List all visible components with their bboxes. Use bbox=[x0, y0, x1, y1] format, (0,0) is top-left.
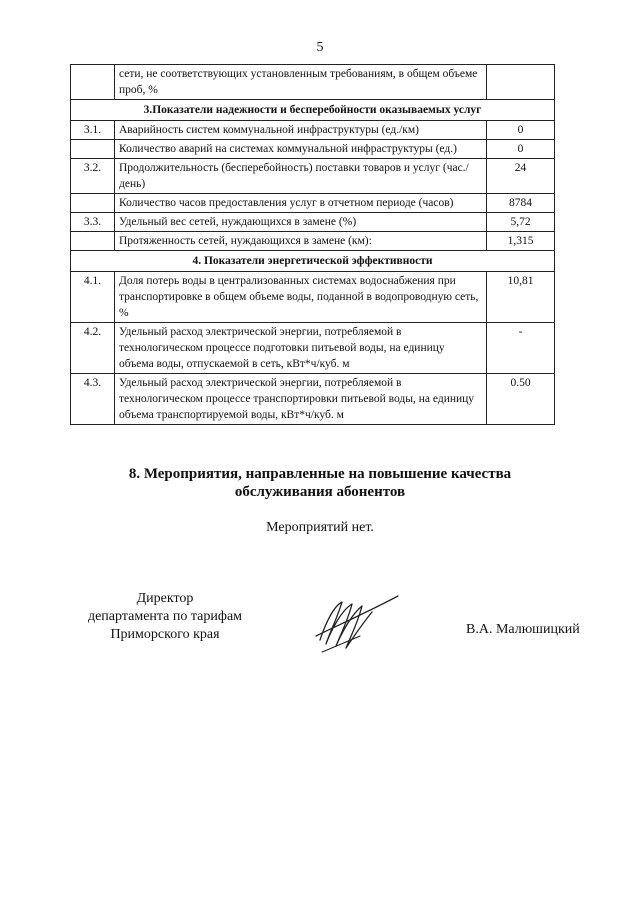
table-row bbox=[71, 194, 555, 213]
row-value: 1,315 bbox=[487, 232, 555, 251]
row-number bbox=[71, 65, 115, 100]
row-number bbox=[71, 140, 115, 159]
table-row bbox=[71, 374, 555, 425]
row-description: Доля потерь воды в централизованных системах водоснабжения при транспортировке в общем объеме воды, поданной в водопроводную сеть, % bbox=[115, 272, 487, 323]
row-value bbox=[487, 65, 555, 100]
page-number: 5 bbox=[316, 40, 324, 55]
row-description: Протяженность сетей, нуждающихся в замене (км): bbox=[115, 232, 487, 251]
table-row bbox=[71, 159, 555, 194]
row-number: 3.1. bbox=[71, 121, 115, 140]
row-number bbox=[71, 194, 115, 213]
row-description: Удельный расход электрической энергии, потребляемой в технологическом процессе транспортировки питьевой воды, на единицу объема транспортируемой воды, кВт*ч/куб. м bbox=[115, 374, 487, 425]
table-row bbox=[71, 213, 555, 232]
table-row bbox=[71, 232, 555, 251]
no-measures-text: Мероприятий нет. bbox=[266, 520, 374, 535]
row-number bbox=[71, 232, 115, 251]
section-4-title: 4. Показатели энергетической эффективности bbox=[71, 251, 555, 272]
director-title-line1: Директор bbox=[136, 591, 194, 606]
row-number: 4.1. bbox=[71, 272, 115, 323]
row-value: 10,81 bbox=[487, 272, 555, 323]
signature-icon bbox=[312, 592, 402, 662]
row-description: Количество часов предоставления услуг в отчетном периоде (часов) bbox=[115, 194, 487, 213]
director-title-line3: Приморского края bbox=[110, 627, 220, 642]
row-value: 8784 bbox=[487, 194, 555, 213]
director-title bbox=[60, 590, 270, 644]
section-8-heading bbox=[0, 465, 640, 501]
row-number: 3.2. bbox=[71, 159, 115, 194]
row-value: 0 bbox=[487, 140, 555, 159]
row-value: 5,72 bbox=[487, 213, 555, 232]
row-value: - bbox=[487, 323, 555, 374]
section-row bbox=[71, 251, 555, 272]
table-row bbox=[71, 121, 555, 140]
row-description: Количество аварий на системах коммунальной инфраструктуры (ед.) bbox=[115, 140, 487, 159]
row-value: 24 bbox=[487, 159, 555, 194]
section-8-heading-line1: 8. Мероприятия, направленные на повышение качества bbox=[128, 466, 512, 482]
row-description: сети, не соответствующих установленным требованиям, в общем объеме проб, % bbox=[115, 65, 487, 100]
section-8-heading-line2: обслуживания абонентов bbox=[234, 484, 406, 500]
indicators-table bbox=[70, 64, 555, 425]
row-number: 3.3. bbox=[71, 213, 115, 232]
row-number: 4.3. bbox=[71, 374, 115, 425]
row-description: Продолжительность (бесперебойность) поставки товаров и услуг (час./день) bbox=[115, 159, 487, 194]
table-row bbox=[71, 323, 555, 374]
signer-name: В.А. Малюшицкий bbox=[466, 622, 580, 637]
section-3-title: 3.Показатели надежности и бесперебойности оказываемых услуг bbox=[71, 100, 555, 121]
row-value: 0.50 bbox=[487, 374, 555, 425]
table-row bbox=[71, 272, 555, 323]
table-row bbox=[71, 65, 555, 100]
row-number: 4.2. bbox=[71, 323, 115, 374]
row-value: 0 bbox=[487, 121, 555, 140]
row-description: Удельный вес сетей, нуждающихся в замене (%) bbox=[115, 213, 487, 232]
table-row bbox=[71, 140, 555, 159]
section-row bbox=[71, 100, 555, 121]
row-description: Удельный расход электрической энергии, потребляемой в технологическом процессе подготовки питьевой воды, на единицу объема воды, отпускаемой в сеть, кВт*ч/куб. м bbox=[115, 323, 487, 374]
director-title-line2: департамента по тарифам bbox=[87, 609, 243, 624]
row-description: Аварийность систем коммунальной инфраструктуры (ед./км) bbox=[115, 121, 487, 140]
